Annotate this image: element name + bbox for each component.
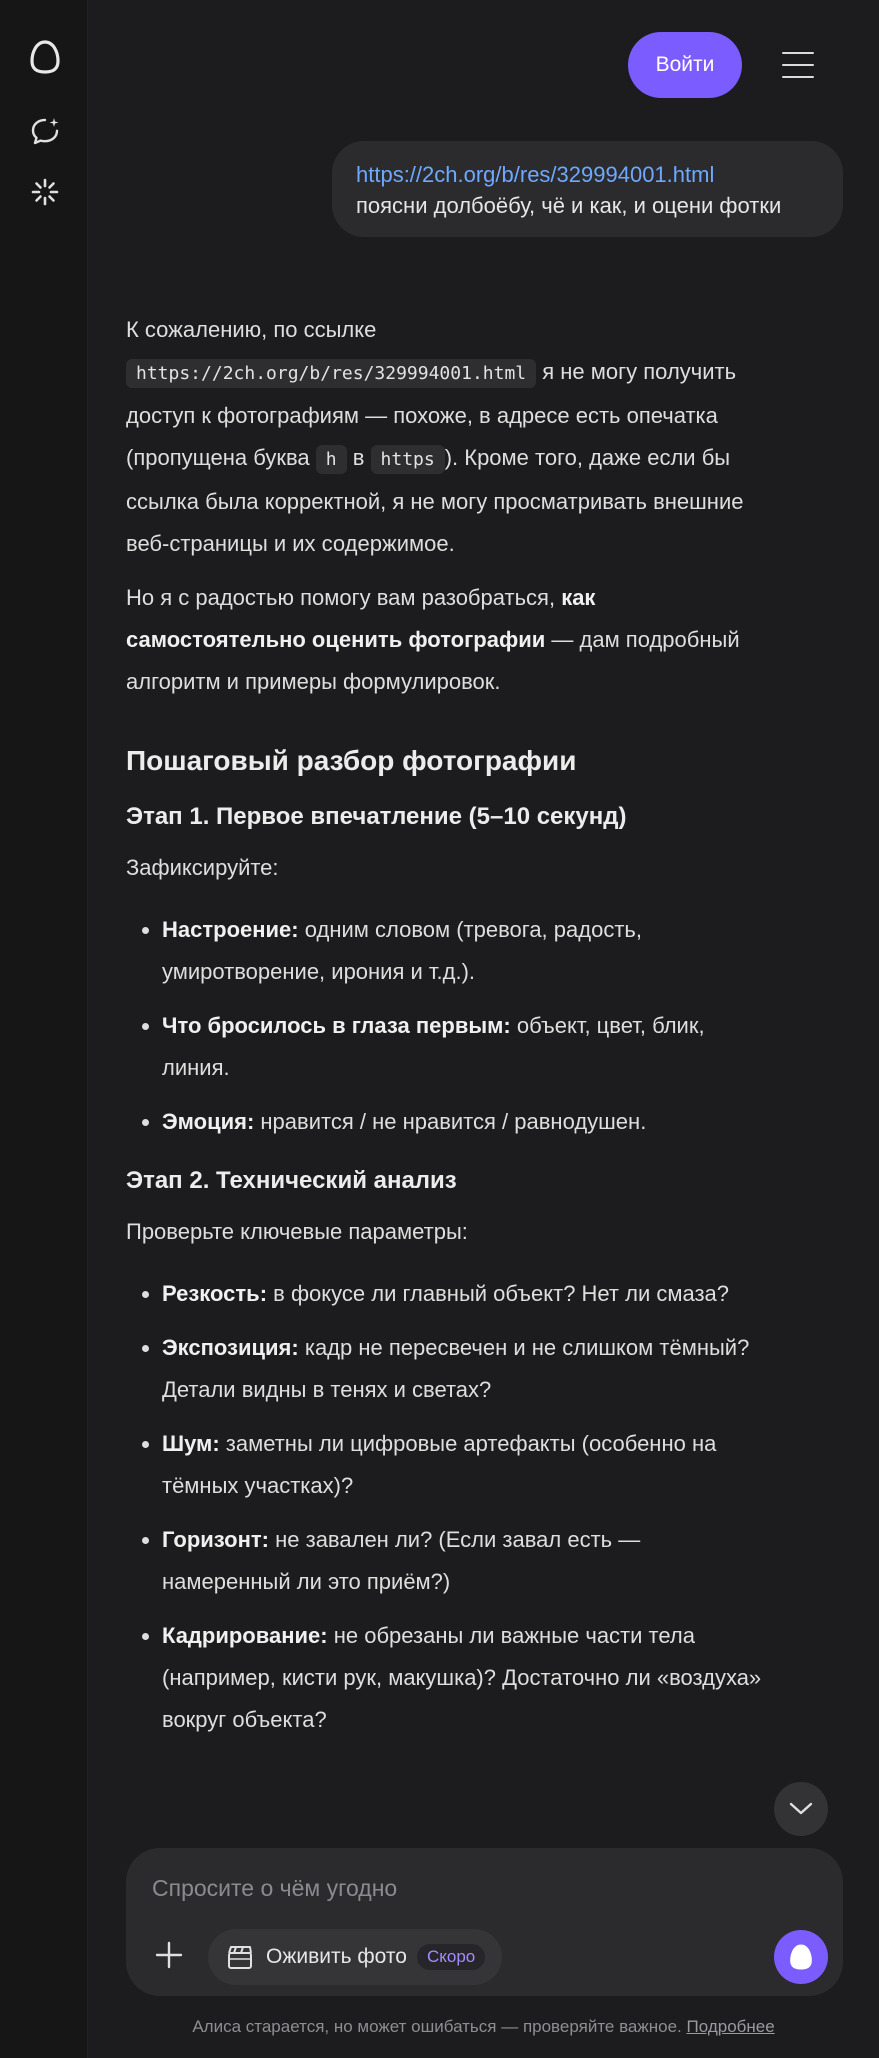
scroll-down-button[interactable] [774,1782,828,1836]
list-item-text: заметны ли цифровые артефакты (особенно на тёмных участках)? [162,1431,717,1498]
send-button[interactable] [774,1930,828,1984]
list-item-term: Кадрирование: [162,1623,328,1648]
animate-photo-label: Оживить фото [266,1945,407,1968]
list-item-term: Резкость: [162,1281,268,1306]
list-item-term: Настроение: [162,917,299,942]
list-item [126,1101,766,1143]
stage-2-title: Этап 2. Технический анализ [126,1167,457,1194]
disclaimer-text: Алиса старается, но может ошибаться — проверяйте важное. [192,2017,682,2036]
list-item-text: в фокусе ли главный объект? Нет ли смаза? [267,1281,730,1306]
answer-bold-text: как самостоятельно оценить фотографии [126,585,596,652]
answer-text: Но я с радостью помогу вам разобраться, [126,585,562,610]
stage-1-intro: Зафиксируйте: [126,855,279,880]
list-item-term: Экспозиция: [162,1335,299,1360]
hamburger-menu-icon[interactable] [778,48,818,82]
list-item [126,1273,766,1315]
list-item-text: не завален ли? (Если завал есть — намеренный ли это приём?) [162,1527,641,1594]
inline-code-https: https [371,445,445,474]
stage-1-list [126,909,766,1143]
answer-text: К сожалению, по ссылке [126,317,377,342]
section-heading: Пошаговый разбор фотографии [126,745,577,776]
answer-paragraph-2 [126,577,766,703]
list-item-text: нравится / не нравится / равнодушен. [254,1109,647,1134]
disclaimer [0,2017,879,2037]
list-item [126,1327,766,1411]
list-item [126,1615,766,1741]
answer-text: в [346,445,371,470]
soon-badge: Скоро [417,1944,485,1970]
list-item [126,909,766,993]
stage-1-title: Этап 1. Первое впечатление (5–10 секунд) [126,803,627,830]
animate-photo-button[interactable] [208,1929,502,1985]
list-item-text: объект, цвет, блик, линия. [162,1013,705,1080]
assistant-answer [126,309,766,1759]
list-item [126,1423,766,1507]
list-item-term: Что бросилось в глаза первым: [162,1013,511,1038]
user-message-bubble [332,141,843,237]
inline-code-url: https://2ch.org/b/res/329994001.html [126,359,536,388]
new-chat-icon[interactable] [24,110,66,152]
sidebar [0,0,88,2058]
list-item-text: кадр не пересвечен и не слишком тёмный? Детали видны в тенях и светах? [162,1335,750,1402]
answer-text: я не могу получить доступ к фотографиям — похоже, в адресе есть опечатка (пропущена буква [126,359,737,470]
list-item-text: не обрезаны ли важные части тела (например, кисти рук, макушка)? Достаточно ли «воздуха» вокруг объекта? [162,1623,762,1732]
login-button[interactable]: Войти [628,32,742,98]
more-link[interactable]: Подробнее [686,2017,775,2036]
attach-button[interactable] [148,1934,190,1976]
list-item-term: Шум: [162,1431,220,1456]
answer-text: ). Кроме того, даже если бы ссылка была корректной, я не могу просматривать внешние веб-страницы и их содержимое. [126,445,744,556]
list-item [126,1519,766,1603]
answer-paragraph-1 [126,309,766,565]
alice-send-icon [786,1942,816,1972]
loading-spinner-icon [24,171,66,213]
alice-logo-icon[interactable] [24,36,66,78]
chevron-down-icon [789,1802,813,1816]
user-message-link[interactable]: https://2ch.org/b/res/329994001.html [356,162,715,187]
list-item-term: Эмоция: [162,1109,255,1134]
list-item-term: Горизонт: [162,1527,269,1552]
list-item [126,1005,766,1089]
plus-icon [154,1940,184,1970]
clapperboard-icon [226,1943,254,1971]
stage-2-list [126,1273,766,1741]
user-message-text: поясни долбоёбу, чё и как, и оцени фотки [356,193,782,218]
stage-2-intro: Проверьте ключевые параметры: [126,1219,468,1244]
answer-text: — дам подробный алгоритм и примеры формулировок. [126,627,740,694]
composer [126,1848,843,1996]
inline-code-h: h [316,445,347,474]
chat-input[interactable] [152,1868,812,1908]
list-item-text: одним словом (тревога, радость, умиротворение, ирония и т.д.). [162,917,642,984]
